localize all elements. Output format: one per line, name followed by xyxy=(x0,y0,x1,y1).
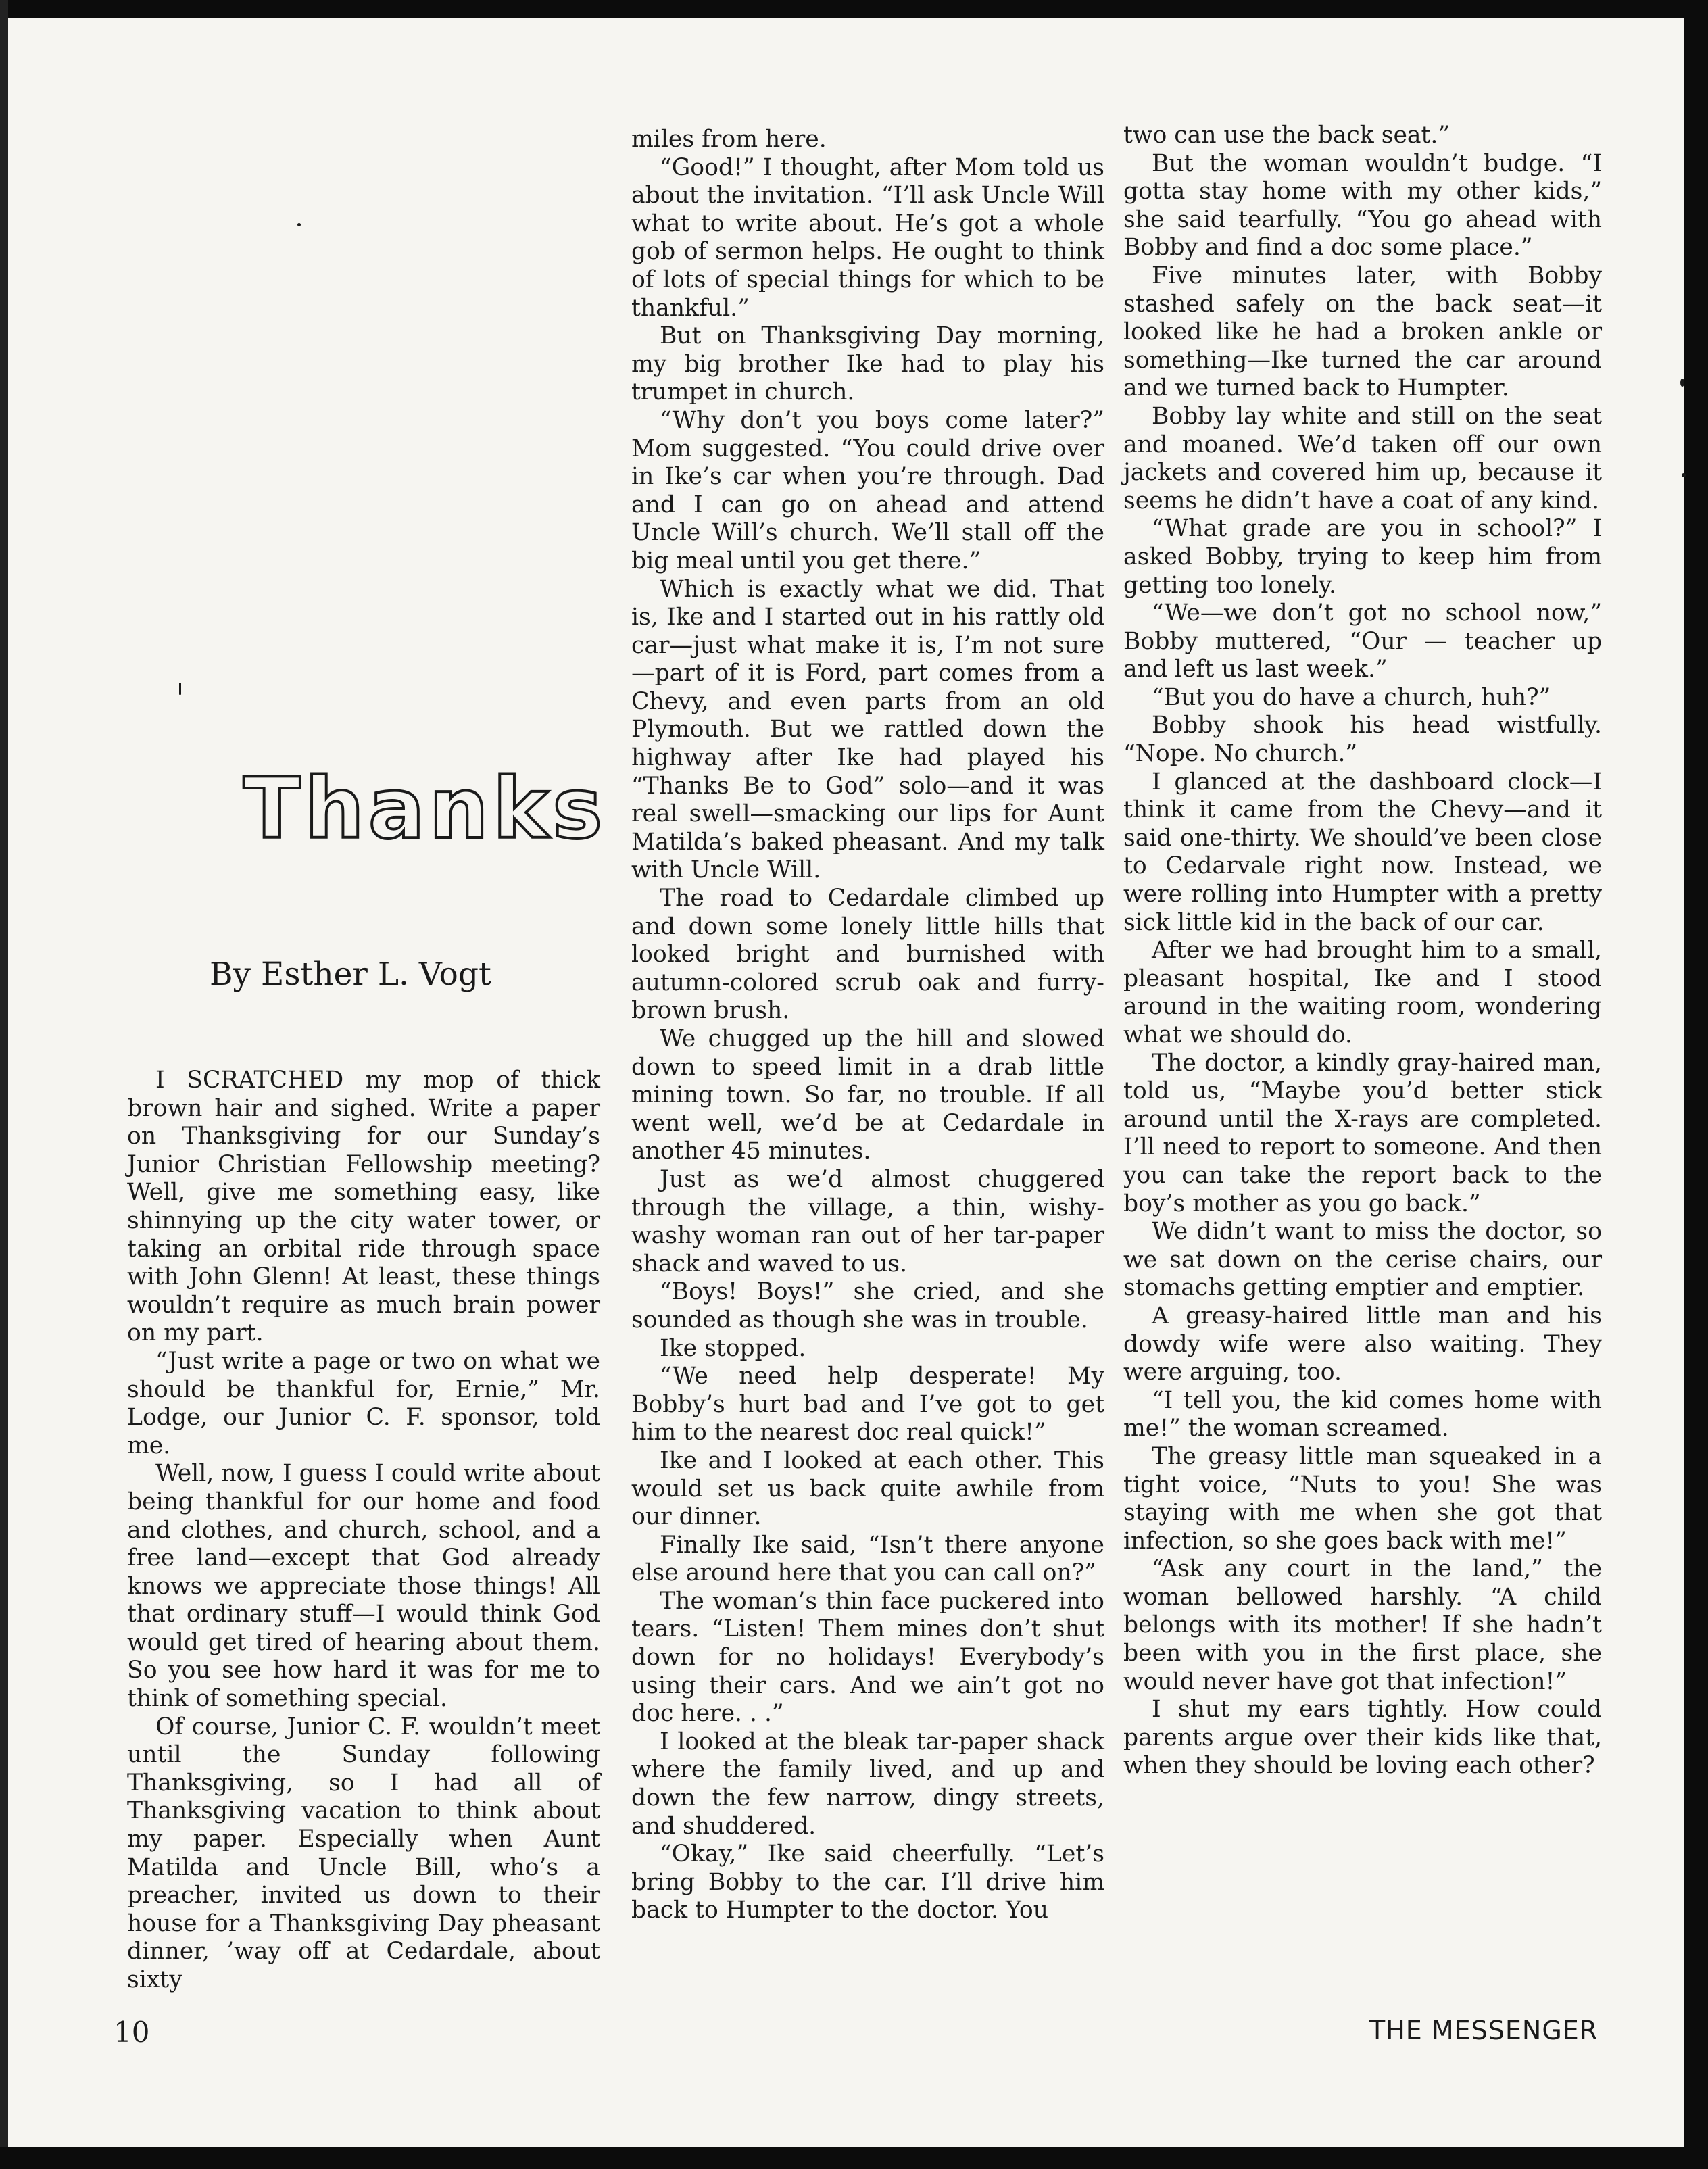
scan-speck xyxy=(179,683,181,695)
paragraph: We chugged up the hill and slowed down to speed limit in a drab little mining town. So far, no trouble. If all went well, we’d be at Cedardale in another 45 minutes. xyxy=(631,1025,1104,1165)
paragraph: Ike and I looked at each other. This would set us back quite awhile from our dinner. xyxy=(631,1446,1104,1531)
paragraph: Bobby lay white and still on the seat and moaned. We’d taken off our own jackets and covered him up, because it seems he didn’t have a coat of any kind. xyxy=(1123,402,1602,514)
paragraph: After we had brought him to a small, pleasant hospital, Ike and I stood around in the waiting room, wondering what we should do. xyxy=(1123,937,1602,1048)
scan-speck xyxy=(1680,379,1684,387)
paragraph: “But you do have a church, huh?” xyxy=(1152,683,1551,711)
paragraph: “Good!” I thought, after Mom told us about the invitation. “I’ll ask Uncle Will what to write about. He’s got a whole gob of sermon helps. He ought to think of lots of special things for which to be thankful.” xyxy=(631,153,1104,322)
scan-speck xyxy=(1682,473,1686,477)
scan-edge-right xyxy=(1684,0,1708,2169)
paragraph: I shut my ears tightly. How could parents argue over their kids like that, when they should be loving each other? xyxy=(1123,1696,1602,1780)
paragraph: But on Thanksgiving Day morning, my big brother Ike had to play his trumpet in church. xyxy=(631,322,1104,406)
paragraph: “What grade are you in school?” I asked Bobby, trying to keep him from getting too lonely. xyxy=(1123,515,1602,599)
paragraph: I looked at the bleak tar-paper shack where the family lived, and up and down the few narrow, dingy streets, and shuddered. xyxy=(631,1728,1104,1840)
paragraph: Five minutes later, with Bobby stashed safely on the back seat—it looked like he had a broken ankle or something—Ike turned the car around and we turned back to Humpter. xyxy=(1123,262,1602,402)
paragraph: But the woman wouldn’t budge. “I gotta stay home with my other kids,” she said tearfully. “You go ahead with Bobby and find a doc some place.” xyxy=(1123,149,1602,262)
scan-edge-bottom xyxy=(0,2147,1708,2169)
text-column-3 xyxy=(1123,122,1602,1780)
paragraph: miles from here. xyxy=(631,126,827,153)
paragraph: “Why don’t you boys come later?” Mom suggested. “You could drive over in Ike’s car when you’re through. Dad and I can go on ahead and attend Uncle Will’s church. We’ll stall off the big meal until you get there.” xyxy=(631,406,1104,575)
page-number: 10 xyxy=(114,2016,150,2049)
paragraph: Which is exactly what we did. That is, Ike and I started out in his rattly old car—just what make it is, I’m not sure—part of it is Ford, part comes from a Chevy, and even parts from an old Plymouth. But we rattled down the highway after Ike had played his “Thanks Be to God” solo—and it was real swell—smacking our lips for Aunt Matilda’s baked pheasant. And my talk with Uncle Will. xyxy=(631,575,1104,884)
paragraph: “I tell you, the kid comes home with me!” the woman screamed. xyxy=(1123,1386,1602,1442)
paragraph: Just as we’d almost chuggered through the village, a thin, wishy-washy woman ran out of her tar-paper shack and waved to us. xyxy=(631,1165,1104,1277)
paragraph: The road to Cedardale climbed up and down some lonely little hills that looked bright and burnished with autumn-colored scrub oak and furry-brown brush. xyxy=(631,885,1104,1025)
paragraph: The doctor, a kindly gray-haired man, told us, “Maybe you’d better stick around until the X-rays are completed. I’ll need to report to someone. And then you can take the report back to the boy’s mother as you go back.” xyxy=(1123,1049,1602,1217)
paragraph: I SCRATCHED my mop of thick brown hair and sighed. Write a paper on Thanksgiving for our Sunday’s Junior Christian Fellowship meeting? Well, give me something easy, like shinnying up the city water tower, or taking an orbital ride through space with John Glenn! At least, these things wouldn’t require as much brain power on my part. xyxy=(127,1067,600,1347)
scan-edge-left xyxy=(0,0,8,2169)
article-title: Thanks xyxy=(243,760,607,858)
paragraph: Of course, Junior C. F. wouldn’t meet until the Sunday following Thanksgiving, so I had all of Thanksgiving vacation to think about my paper. Especially when Aunt Matilda and Uncle Bill, who’s a preacher, invited us down to their house for a Thanksgiving Day pheasant dinner, ’way off at Cedardale, about sixty xyxy=(127,1713,600,1993)
scan-speck xyxy=(297,223,301,226)
paragraph: A greasy-haired little man and his dowdy wife were also waiting. They were arguing, too. xyxy=(1123,1302,1602,1386)
paragraph: “Okay,” Ike said cheerfully. “Let’s bring Bobby to the car. I’ll drive him back to Humpter to the doctor. You xyxy=(631,1841,1104,1924)
paragraph: Well, now, I guess I could write about being thankful for our home and food and clothes, and church, school, and a free land—except that God already knows we appreciate those things! All that ordinary stuff—I would think God would get tired of hearing about them. So you see how hard it was for me to think of something special. xyxy=(127,1460,600,1713)
paragraph: “We need help desperate! My Bobby’s hurt bad and I’ve got to get him to the nearest doc real quick!” xyxy=(631,1363,1104,1446)
paragraph: “Just write a page or two on what we should be thankful for, Ernie,” Mr. Lodge, our Junior C. F. sponsor, told me. xyxy=(127,1347,600,1459)
magazine-name: THE MESSENGER xyxy=(1369,2016,1599,2045)
paragraph: Bobby shook his head wistfully. “Nope. No church.” xyxy=(1123,712,1602,768)
article-byline: By Esther L. Vogt xyxy=(210,956,491,993)
paragraph: The greasy little man squeaked in a tight voice, “Nuts to you! She was staying with me when she got that infection, so she goes back with me!” xyxy=(1123,1442,1602,1555)
paragraph: Ike stopped. xyxy=(660,1334,806,1362)
text-column-2 xyxy=(631,126,1104,1925)
paragraph: We didn’t want to miss the doctor, so we sat down on the cerise chairs, our stomachs getting emptier and emptier. xyxy=(1123,1218,1602,1302)
scan-edge-top xyxy=(0,0,1708,18)
paragraph: “We—we don’t got no school now,” Bobby muttered, “Our — teacher up and left us last week.” xyxy=(1123,600,1602,683)
text-column-1 xyxy=(127,1067,600,1995)
paragraph: “Ask any court in the land,” the woman bellowed harshly. “A child belongs with its mother! If she hadn’t been with you in the first place, she would never have got that infection!” xyxy=(1123,1555,1602,1695)
paragraph: two can use the back seat.” xyxy=(1123,122,1450,149)
paragraph: The woman’s thin face puckered into tears. “Listen! Them mines don’t shut down for no holidays! Everybody’s using their cars. And we ain’t got no doc here. . .” xyxy=(631,1587,1104,1728)
paragraph: “Boys! Boys!” she cried, and she sounded as though she was in trouble. xyxy=(631,1278,1104,1334)
paragraph: Finally Ike said, “Isn’t there anyone else around here that you can call on?” xyxy=(631,1531,1104,1587)
paragraph: I glanced at the dashboard clock—I think it came from the Chevy—and it said one-thirty. We should’ve been close to Cedarvale right now. Instead, we were rolling into Humpter with a pretty sick little kid in the back of our car. xyxy=(1123,768,1602,936)
